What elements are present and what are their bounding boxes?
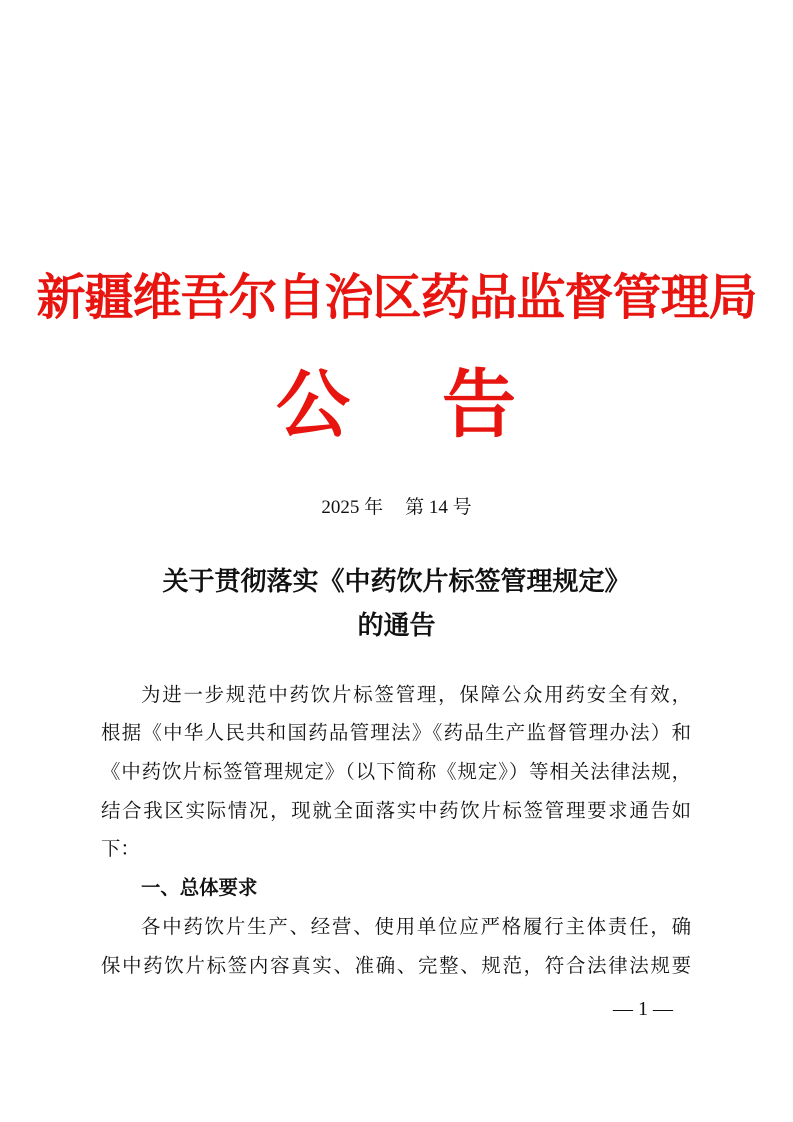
body-line: 结合我区实际情况，现就全面落实中药饮片标签管理要求通告如 [101, 799, 691, 822]
body-line: 为进一步规范中药饮片标签管理，保障公众用药安全有效， [141, 683, 691, 706]
notice-char-gong: 公 [276, 362, 350, 448]
section-heading: 一、总体要求 [141, 876, 258, 899]
page-number: — 1 — [613, 998, 673, 1020]
issuing-agency: 新疆维吾尔自治区药品监督管理局 [36, 268, 757, 326]
notice-char-gao: 告 [442, 362, 516, 448]
doc-year: 2025 年 [321, 497, 384, 518]
body-line: 《中药饮片标签管理规定》（以下简称《规定》）等相关法律法规， [101, 760, 691, 783]
notice-title [0, 360, 793, 450]
document-title-line-1: 关于贯彻落实《中药饮片标签管理规定》 [162, 567, 631, 597]
body-line: 下： [101, 837, 140, 860]
body-line: 保中药饮片标签内容真实、准确、完整、规范，符合法律法规要 [101, 954, 691, 977]
body-line: 各中药饮片生产、经营、使用单位应严格履行主体责任，确 [141, 915, 691, 938]
document-title-line-2: 的通告 [357, 611, 436, 641]
body-line: 根据《中华人民共和国药品管理法》《药品生产监督管理办法）和 [101, 721, 691, 744]
doc-number: 第 14 号 [405, 497, 472, 518]
document-number [0, 493, 793, 523]
